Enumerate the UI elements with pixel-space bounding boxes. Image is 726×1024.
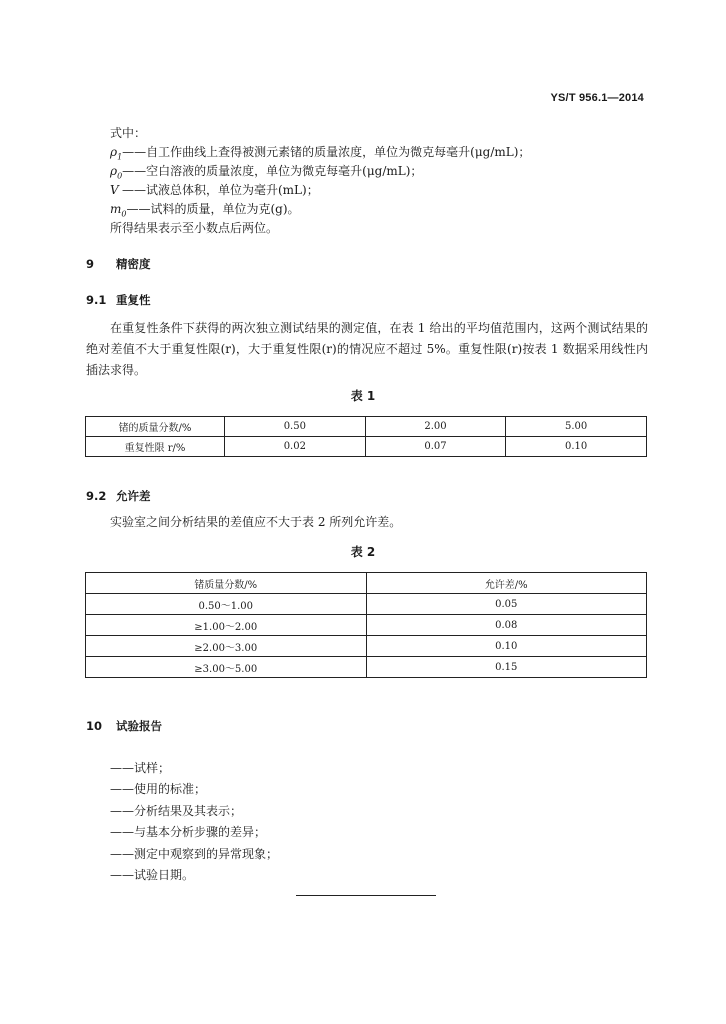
legend-item: $\rho_1——$自工作曲线上查得被测元素锗的质量浓度，单位为微克每毫升(μg/mL)； xyxy=(110,143,530,162)
legend-note: 所得结果表示至小数点后两位。 xyxy=(110,221,279,235)
report-items xyxy=(110,758,278,886)
table-header-cell: 允许差/% xyxy=(366,573,647,594)
table-cell: 0.50～1.00 xyxy=(86,594,367,615)
repeatability-paragraph: 在重复性条件下获得的两次独立测试结果的测定值，在表 1 给出的平均值范围内，这两个测试结果的绝对差值不大于重复性限(r)，大于重复性限(r)的情况应不超过 5%。重复性限(r)按表 1 数据采用线性内插法求得。 xyxy=(86,321,648,377)
table-cell: ≥1.00～2.00 xyxy=(86,615,367,636)
table-row xyxy=(86,594,647,615)
legend-symbol: $m_0$ xyxy=(110,202,127,219)
section-10-heading: 10 试验报告 xyxy=(86,719,162,733)
list-item: ——使用的标准； xyxy=(110,782,207,797)
table-cell: 0.10 xyxy=(506,437,647,457)
table-cell: 0.08 xyxy=(366,615,647,636)
table-cell: 0.05 xyxy=(366,594,647,615)
table-cell: 锗的质量分数/% xyxy=(86,417,225,437)
list-item: ——分析结果及其表示； xyxy=(110,803,243,818)
end-rule xyxy=(296,895,436,896)
table-row xyxy=(86,615,647,636)
legend-item: V ——试液总体积，单位为毫升(mL)； xyxy=(110,181,530,200)
table-cell: 0.15 xyxy=(366,657,647,678)
table-row xyxy=(86,657,647,678)
table-cell: 5.00 xyxy=(506,417,647,437)
table-1 xyxy=(85,416,647,457)
table-row xyxy=(86,417,647,437)
list-item: ——测定中观察到的异常现象； xyxy=(110,846,279,861)
table-1-caption: 表 1 xyxy=(350,389,376,403)
table-cell: 0.02 xyxy=(225,437,366,457)
legend-item: $\rho_0——$空白溶液的质量浓度，单位为微克每毫升(μg/mL)； xyxy=(110,162,530,181)
table-cell: ≥2.00～3.00 xyxy=(86,636,367,657)
list-item: ——试样； xyxy=(110,761,171,775)
table-cell: 0.10 xyxy=(366,636,647,657)
legend-intro: 式中： xyxy=(110,126,147,140)
list-item: ——与基本分析步骤的差异； xyxy=(110,825,267,840)
legend-item: $m_0——$试料的质量，单位为克(g)。 xyxy=(110,200,530,219)
table-cell: ≥3.00～5.00 xyxy=(86,657,367,678)
table-cell: 重复性限 r/% xyxy=(86,437,225,457)
table-header-row xyxy=(86,573,647,594)
list-item: ——试验日期。 xyxy=(110,867,195,882)
table-row xyxy=(86,636,647,657)
section-9-1-heading: 9.1 重复性 xyxy=(86,293,151,307)
table-cell: 0.50 xyxy=(225,417,366,437)
table-row xyxy=(86,437,647,457)
table-header-cell: 锗质量分数/% xyxy=(86,573,367,594)
legend-symbol: $\rho_0$ xyxy=(110,164,123,181)
table-cell: 0.07 xyxy=(365,437,506,457)
section-9-2-heading: 9.2 允许差 xyxy=(86,489,151,503)
table-2 xyxy=(85,572,647,678)
formula-legend xyxy=(110,124,530,238)
table-2-caption: 表 2 xyxy=(350,545,376,559)
legend-symbol: $\rho_1$ xyxy=(110,145,123,162)
tolerance-paragraph: 实验室之间分析结果的差值应不大于表 2 所列允许差。 xyxy=(110,515,402,529)
standard-code: YS/T 956.1—2014 xyxy=(550,92,644,104)
legend-symbol: V xyxy=(110,183,119,197)
table-cell: 2.00 xyxy=(365,417,506,437)
section-9-heading: 9 精密度 xyxy=(86,257,151,271)
